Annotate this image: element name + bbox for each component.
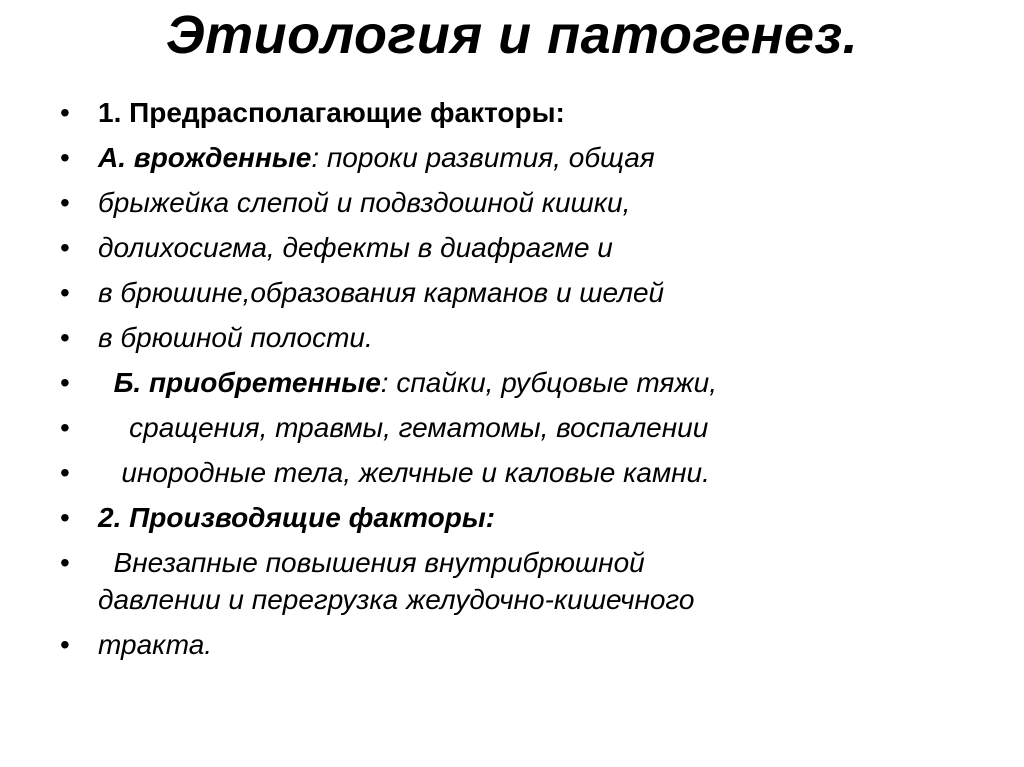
bullet-icon: •: [60, 547, 70, 578]
list-item-heading: А. врожденные: [98, 142, 312, 173]
list-item-text: долихосигма, дефекты в диафрагме и: [98, 232, 613, 263]
list-item-indent: [98, 367, 114, 398]
list-item: [0, 360, 1024, 405]
list-item: [0, 135, 1024, 180]
list-item-text: тракта.: [98, 629, 213, 660]
bullet-icon: •: [60, 142, 70, 173]
bullet-icon: •: [60, 629, 70, 660]
list-item: [0, 90, 1024, 135]
list-item-text: в брюшной полости.: [98, 322, 373, 353]
list-item-text: [98, 135, 984, 180]
list-item-line: Внезапные повышения внутрибрюшной: [98, 547, 645, 578]
bullet-icon: •: [60, 457, 70, 488]
list-item-detail: : спайки, рубцовые тяжи,: [380, 367, 717, 398]
list-item-text: [98, 360, 984, 405]
list-item: [0, 225, 1024, 270]
bullet-icon: •: [60, 277, 70, 308]
list-item-text: 2. Производящие факторы:: [98, 502, 496, 533]
list-item: [0, 180, 1024, 225]
bullet-icon: •: [60, 412, 70, 443]
list-item-detail: : пороки развития, общая: [311, 142, 655, 173]
list-item: [0, 622, 1024, 667]
bullet-list: [0, 90, 1024, 667]
slide-title: Этиология и патогенез.: [165, 5, 859, 65]
list-item-text: сращения, травмы, гематомы, воспалении: [98, 412, 709, 443]
list-item: [0, 495, 1024, 540]
list-item: [0, 405, 1024, 450]
list-item-text: инородные тела, желчные и каловые камни.: [98, 457, 710, 488]
list-item: [0, 315, 1024, 360]
list-item: [0, 270, 1024, 315]
bullet-icon: •: [60, 367, 70, 398]
bullet-icon: •: [60, 97, 70, 128]
bullet-icon: •: [60, 322, 70, 353]
list-item-text: в брюшине,образования карманов и шелей: [98, 277, 665, 308]
list-item-text: 1. Предрасполагающие факторы:: [98, 97, 565, 128]
bullet-icon: •: [60, 187, 70, 218]
list-item-line: давлении и перегрузка желудочно-кишечного: [98, 584, 695, 615]
bullet-icon: •: [60, 502, 70, 533]
list-item: [0, 450, 1024, 495]
list-item-text: брыжейка слепой и подвздошной кишки,: [98, 187, 631, 218]
list-item-heading: Б. приобретенные: [113, 367, 381, 398]
bullet-icon: •: [60, 232, 70, 263]
list-item-text: [98, 544, 984, 618]
list-item: [0, 540, 1024, 622]
